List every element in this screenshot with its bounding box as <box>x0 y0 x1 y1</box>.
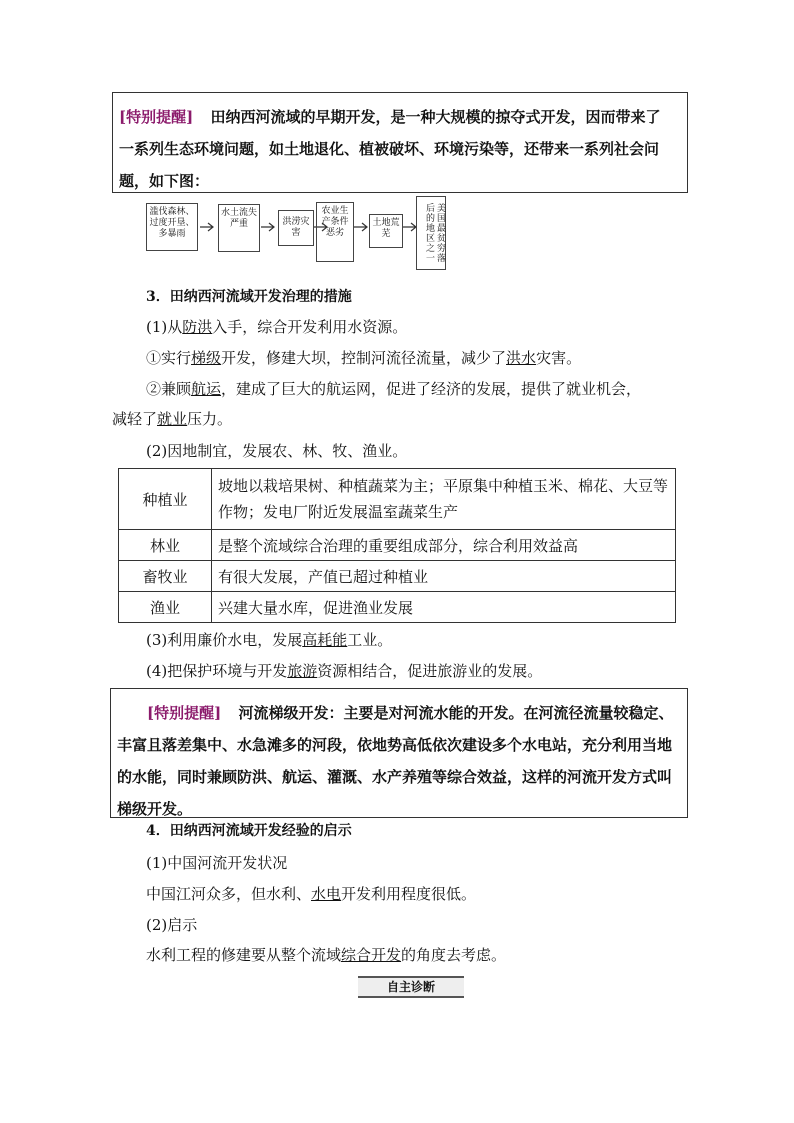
note-text: 田纳西河流域的早期开发，是一种大规模的掠夺式开发，因而带来了一系列生态环境问题，如土地退化、植被破坏、环境污染等，还带来一系列社会问题，如下图： <box>119 108 661 190</box>
table-head: 种植业 <box>119 469 212 530</box>
section-3-p3: ②兼顾航运，建成了巨大的航运网，促进了经济的发展，提供了就业机会， <box>146 380 642 398</box>
table-head: 渔业 <box>119 592 212 623</box>
section-3-p3-cont: 减轻了就业压力。 <box>112 410 233 428</box>
section-4-p3: (2)启示 <box>146 916 198 934</box>
special-note-2 <box>110 688 688 818</box>
section-3-p1: (1)从防洪入手，综合开发利用水资源。 <box>146 318 408 336</box>
self-diagnosis-banner: 自主诊断 <box>358 976 464 998</box>
flow-box-3: 洪涝灾害 <box>278 210 314 246</box>
flow-box-6: 美国最贫穷落后的地区之一 <box>416 196 446 270</box>
arrow-right-icon <box>261 222 277 232</box>
industry-table <box>118 468 676 623</box>
table-head: 林业 <box>119 530 212 561</box>
note-tag: [特别提醒] <box>147 704 222 722</box>
arrow-right-icon <box>354 222 370 232</box>
section-3-title: 3．田纳西河流域开发治理的措施 <box>146 289 352 305</box>
section-4-p2: 中国江河众多，但水利、水电开发利用程度很低。 <box>146 885 477 903</box>
flow-box-5: 土地荒芜 <box>369 214 403 248</box>
table-row <box>119 561 676 592</box>
section-4-p4: 水利工程的修建要从整个流域综合开发的角度去考虑。 <box>146 946 507 964</box>
section-4-title: 4．田纳西河流域开发经验的启示 <box>146 823 352 839</box>
table-head: 畜牧业 <box>119 561 212 592</box>
table-row <box>119 592 676 623</box>
table-cell: 是整个流域综合治理的重要组成部分，综合利用效益高 <box>212 530 676 561</box>
section-3-p2: ①实行梯级开发，修建大坝，控制河流径流量，减少了洪水灾害。 <box>146 349 582 367</box>
section-3-p6: (4)把保护环境与开发旅游资源相结合，促进旅游业的发展。 <box>146 662 543 680</box>
flow-box-4: 农业生产条件恶劣 <box>316 202 354 262</box>
section-4-p1: (1)中国河流开发状况 <box>146 854 288 872</box>
note-tag: [特别提醒] <box>119 108 194 126</box>
flow-box-1: 滥伐森林、过度开垦、多暴雨 <box>146 203 198 251</box>
flow-box-2: 水土流失严重 <box>218 204 260 252</box>
note-text: 河流梯级开发：主要是对河流水能的开发。在河流径流量较稳定、丰富且落差集中、水急滩多的河段，依地势高低依次建设多个水电站，充分利用当地的水能，同时兼顾防洪、航运、灌溉、水产养殖等综合效益，这样的河流开发方式叫梯级开发。 <box>117 704 674 818</box>
table-cell: 有很大发展，产值已超过种植业 <box>212 561 676 592</box>
section-3-p5: (3)利用廉价水电，发展高耗能工业。 <box>146 631 393 649</box>
table-cell: 兴建大量水库，促进渔业发展 <box>212 592 676 623</box>
table-row <box>119 469 676 530</box>
section-3-p4: (2)因地制宜，发展农、林、牧、渔业。 <box>146 442 408 460</box>
arrow-right-icon <box>200 222 216 232</box>
table-row <box>119 530 676 561</box>
table-cell: 坡地以栽培果树、种植蔬菜为主；平原集中种植玉米、棉花、大豆等作物；发电厂附近发展温室蔬菜生产 <box>212 469 676 530</box>
special-note-1 <box>112 92 688 193</box>
